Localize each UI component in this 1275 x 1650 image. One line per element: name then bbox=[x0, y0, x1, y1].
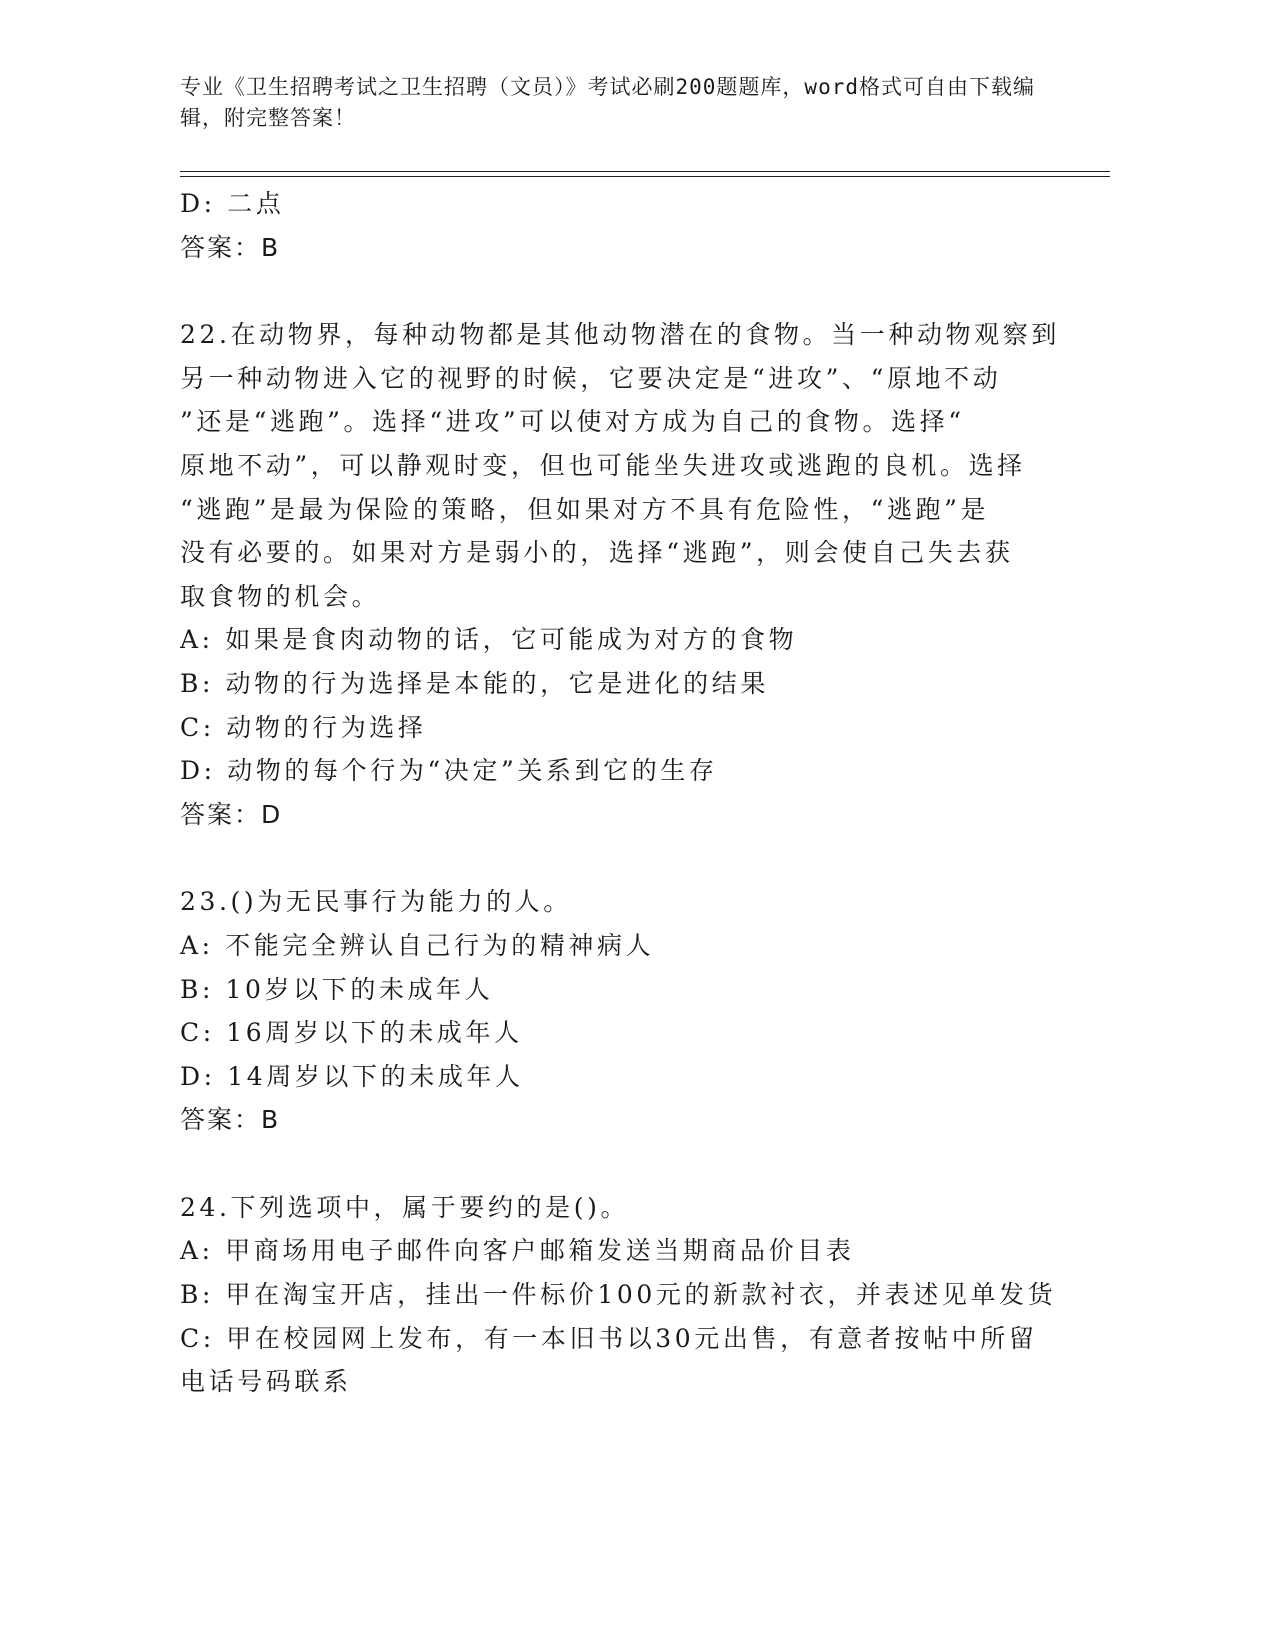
question-line: 电话号码联系 bbox=[180, 1367, 352, 1397]
question-line: A: 不能完全辨认自己行为的精神病人 bbox=[180, 930, 655, 960]
question-line: D: 二点 bbox=[180, 189, 285, 218]
header-divider-bottom bbox=[180, 176, 1110, 177]
question-content bbox=[180, 182, 1060, 1404]
question-line: “逃跑”是最为保险的策略，但如果对方不具有危险性，“逃跑”是 bbox=[180, 494, 990, 524]
question-block bbox=[180, 182, 1060, 269]
question-line: C: 甲在校园网上发布，有一本旧书以30元出售，有意者按帖中所留 bbox=[180, 1323, 1038, 1353]
question-line: 24.下列选项中，属于要约的是()。 bbox=[180, 1192, 630, 1222]
question-line: B: 动物的行为选择是本能的，它是进化的结果 bbox=[180, 668, 769, 698]
question-line: 另一种动物进入它的视野的时候，它要决定是“进攻”、“原地不动 bbox=[180, 363, 1002, 393]
question-line: C: 16周岁以下的未成年人 bbox=[180, 1018, 523, 1048]
question-line: 22.在动物界，每种动物都是其他动物潜在的食物。当一种动物观察到 bbox=[180, 320, 1060, 350]
question-line: A: 如果是食肉动物的话，它可能成为对方的食物 bbox=[180, 625, 798, 655]
answer-line: 答案：B bbox=[180, 232, 281, 262]
question-line: 23.()为无民事行为能力的人。 bbox=[180, 887, 572, 917]
page-header bbox=[180, 72, 1110, 134]
question-line: B: 甲在淘宝开店，挂出一件标价100元的新款衬衣，并表述见单发货 bbox=[180, 1280, 1057, 1310]
question-line: B: 10岁以下的未成年人 bbox=[180, 974, 494, 1004]
question-line: D: 14周岁以下的未成年人 bbox=[180, 1061, 524, 1091]
question-line: 取食物的机会。 bbox=[180, 581, 381, 611]
document-header: 专业《卫生招聘考试之卫生招聘（文员）》考试必刷200题题库，word格式可自由下载编辑，附完整答案！ bbox=[180, 75, 1035, 130]
block-spacer bbox=[180, 269, 1060, 313]
answer-line: 答案：D bbox=[180, 799, 283, 829]
block-spacer bbox=[180, 836, 1060, 880]
question-line: D: 动物的每个行为“决定”关系到它的生存 bbox=[180, 756, 718, 786]
answer-line: 答案：B bbox=[180, 1105, 281, 1135]
question-line: 没有必要的。如果对方是弱小的，选择“逃跑”，则会使自己失去获 bbox=[180, 538, 1014, 568]
question-line: 原地不动”，可以静观时变，但也可能坐失进攻或逃跑的良机。选择 bbox=[180, 450, 1026, 480]
question-block bbox=[180, 313, 1060, 836]
header-divider-top bbox=[180, 171, 1110, 172]
question-line: C: 动物的行为选择 bbox=[180, 712, 427, 742]
question-block bbox=[180, 880, 1060, 1142]
question-line: A: 甲商场用电子邮件向客户邮箱发送当期商品价目表 bbox=[180, 1236, 855, 1266]
question-block bbox=[180, 1186, 1060, 1404]
block-spacer bbox=[180, 1142, 1060, 1186]
question-line: ”还是“逃跑”。选择“进攻”可以使对方成为自己的食物。选择“ bbox=[180, 407, 965, 437]
